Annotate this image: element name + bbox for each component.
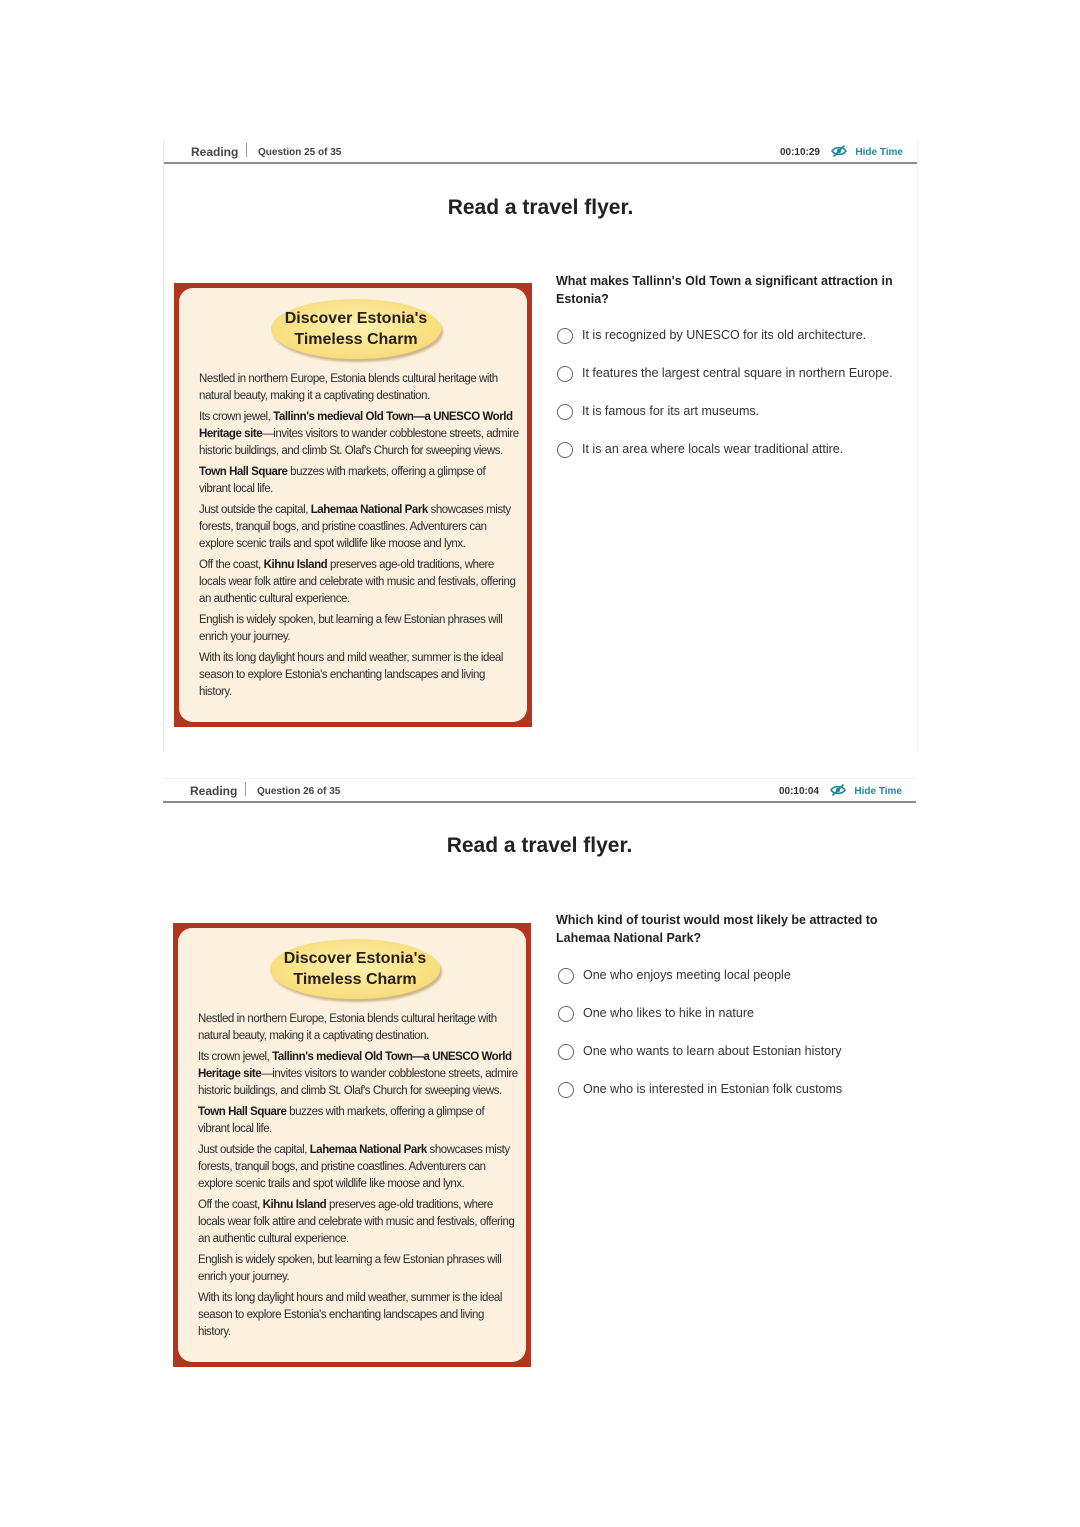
- divider: [245, 782, 246, 796]
- flyer-paragraph: English is widely spoken, but learning a few Estonian phrases will enrich your journey.: [198, 1254, 502, 1283]
- flyer-paragraph: Its crown jewel, Tallinn's medieval Old Town—a UNESCO World Heritage site—invites visitors to wander cobblestone streets, admire historic buildings, and climb St. Olaf's Church for sweeping views.: [198, 1051, 518, 1097]
- answer-option[interactable]: [557, 403, 907, 441]
- flyer-paragraph: With its long daylight hours and mild weather, summer is the ideal season to explore Estonia's enchanting landscapes and living history.: [198, 1292, 502, 1338]
- flyer-title: [271, 299, 441, 359]
- answer-option[interactable]: [557, 441, 907, 479]
- radio-button[interactable]: [558, 1006, 574, 1022]
- flyer-body: [178, 928, 526, 1362]
- divider: [246, 143, 247, 157]
- radio-button[interactable]: [557, 404, 573, 420]
- option-label: One who enjoys meeting local people: [583, 968, 791, 982]
- flyer-title: [270, 939, 440, 999]
- flyer-text: [199, 371, 519, 705]
- travel-flyer: [173, 923, 531, 1367]
- flyer-paragraph: Nestled in northern Europe, Estonia blends cultural heritage with natural beauty, making it a captivating destination.: [198, 1013, 497, 1042]
- option-label: One who likes to hike in nature: [583, 1006, 754, 1020]
- option-label: It is famous for its art museums.: [582, 404, 760, 418]
- answer-options: [558, 967, 908, 1119]
- flyer-body: [179, 288, 527, 722]
- top-bar: [163, 779, 916, 803]
- flyer-text: [198, 1011, 518, 1345]
- timer: 00:10:29: [779, 147, 820, 158]
- flyer-paragraph: Its crown jewel, Tallinn's medieval Old Town—a UNESCO World Heritage site—invites visitors to wander cobblestone streets, admire historic buildings, and climb St. Olaf's Church for sweeping views.: [199, 411, 519, 457]
- flyer-paragraph: Off the coast, Kihnu Island preserves age-old traditions, where locals wear folk attire and celebrate with music and festivals, offering an authentic cultural experience.: [199, 559, 516, 605]
- flyer-paragraph: Just outside the capital, Lahemaa National Park showcases misty forests, tranquil bogs, and pristine coastlines. Adventurers can explore scenic trails and spot wildlife like moose and lynx.: [198, 1144, 510, 1190]
- flyer-paragraph: Just outside the capital, Lahemaa National Park showcases misty forests, tranquil bogs, and pristine coastlines. Adventurers can explore scenic trails and spot wildlife like moose and lynx.: [199, 504, 511, 550]
- section-label: Reading: [190, 784, 238, 798]
- radio-button[interactable]: [558, 1044, 574, 1060]
- flyer-paragraph: Town Hall Square buzzes with markets, offering a glimpse of vibrant local life.: [199, 466, 486, 495]
- answer-option[interactable]: [558, 1005, 908, 1043]
- option-label: It is recognized by UNESCO for its old architecture.: [582, 328, 867, 342]
- top-bar: [164, 140, 917, 164]
- question-screen-26: [163, 778, 916, 1379]
- option-label: It features the largest central square in northern Europe.: [582, 366, 893, 380]
- option-label: One who wants to learn about Estonian history: [583, 1044, 842, 1058]
- flyer-title-line: Discover Estonia's: [284, 310, 428, 327]
- flyer-title-line: Timeless Charm: [293, 971, 417, 988]
- answer-options: [557, 327, 907, 479]
- question-text: What makes Tallinn's Old Town a significant attraction in Estonia?: [556, 274, 893, 306]
- option-label: It is an area where locals wear traditional attire.: [582, 442, 844, 456]
- answer-option[interactable]: [558, 1043, 908, 1081]
- section-label: Reading: [191, 145, 239, 159]
- travel-flyer: [174, 283, 532, 727]
- timer: 00:10:04: [778, 786, 819, 797]
- flyer-paragraph: With its long daylight hours and mild weather, summer is the ideal season to explore Estonia's enchanting landscapes and living history.: [199, 652, 503, 698]
- hide-time-button[interactable]: Hide Time: [854, 786, 902, 797]
- flyer-paragraph: Off the coast, Kihnu Island preserves age-old traditions, where locals wear folk attire and celebrate with music and festivals, offering an authentic cultural experience.: [198, 1199, 515, 1245]
- radio-button[interactable]: [557, 366, 573, 382]
- answer-option[interactable]: [558, 1081, 908, 1119]
- radio-button[interactable]: [558, 1082, 574, 1098]
- answer-option[interactable]: [558, 967, 908, 1005]
- eye-slash-icon[interactable]: [830, 783, 846, 797]
- page-title: Read a travel flyer.: [447, 196, 634, 219]
- eye-slash-icon[interactable]: [831, 144, 847, 158]
- hide-time-button[interactable]: Hide Time: [855, 147, 903, 158]
- flyer-paragraph: Town Hall Square buzzes with markets, offering a glimpse of vibrant local life.: [198, 1106, 485, 1135]
- flyer-paragraph: Nestled in northern Europe, Estonia blends cultural heritage with natural beauty, making it a captivating destination.: [199, 373, 498, 402]
- radio-button[interactable]: [557, 328, 573, 344]
- flyer-paragraph: English is widely spoken, but learning a few Estonian phrases will enrich your journey.: [199, 614, 503, 643]
- radio-button[interactable]: [557, 442, 573, 458]
- question-screen-25: [163, 140, 918, 752]
- page-title: Read a travel flyer.: [446, 834, 633, 857]
- question-counter: Question 26 of 35: [257, 786, 341, 797]
- question-text: Which kind of tourist would most likely be attracted to Lahemaa National Park?: [556, 913, 878, 945]
- answer-option[interactable]: [557, 365, 907, 403]
- option-label: One who is interested in Estonian folk customs: [583, 1082, 843, 1096]
- question-counter: Question 25 of 35: [258, 147, 342, 158]
- answer-option[interactable]: [557, 327, 907, 365]
- flyer-title-line: Discover Estonia's: [283, 950, 427, 967]
- flyer-title-line: Timeless Charm: [294, 331, 418, 348]
- radio-button[interactable]: [558, 968, 574, 984]
